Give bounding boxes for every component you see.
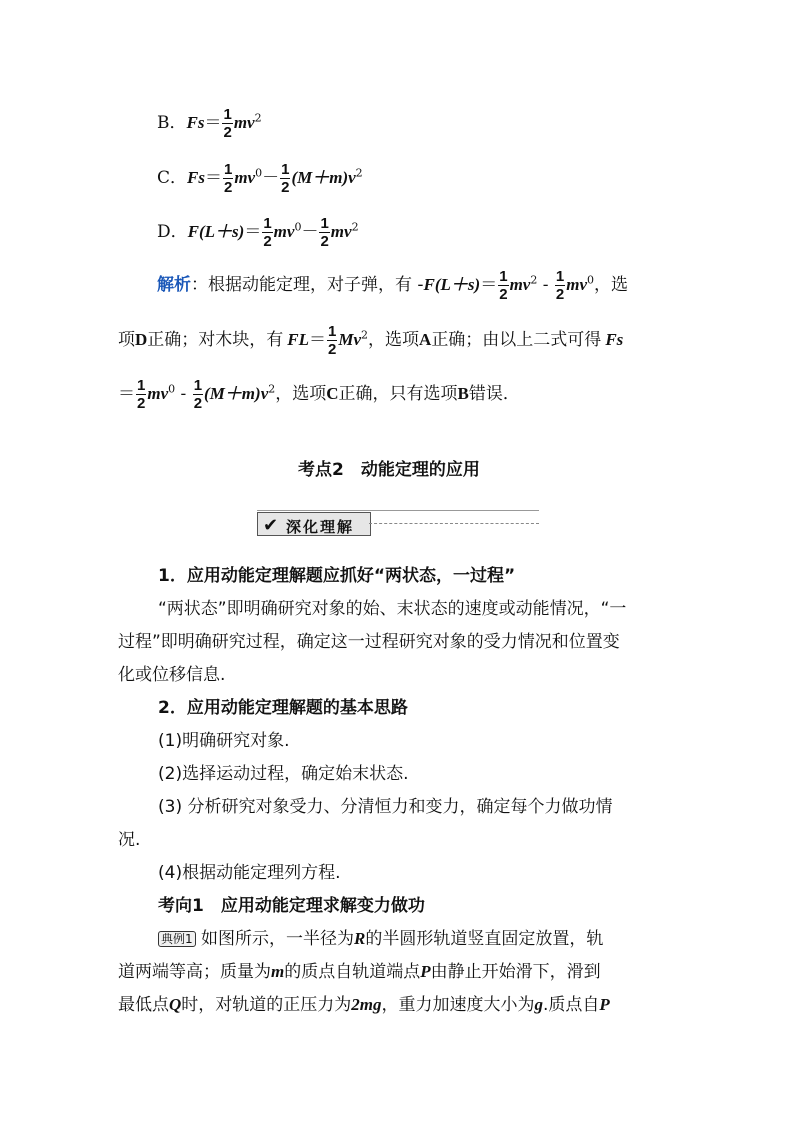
analysis-line-2	[118, 323, 623, 358]
paragraph-line: 过程”即明确研究过程，确定这一过程研究对象的受力情况和位置变	[118, 632, 620, 652]
step-3-cont: 况.	[118, 830, 141, 850]
formula-lhs: F(L＋s)	[187, 222, 245, 241]
analysis-text: ，选项	[275, 384, 327, 404]
paragraph-line: “两状态”即明确研究对象的始、末状态的速度或动能情况，“一	[158, 599, 627, 619]
example-line-2	[118, 960, 601, 984]
example-text: 如图所示，一半径为	[201, 929, 355, 949]
fraction-denominator: 2	[499, 286, 508, 303]
subscript: 0	[255, 166, 263, 180]
variable: P	[420, 962, 431, 981]
colon: ：	[191, 275, 208, 295]
formula-term: mv	[273, 222, 295, 241]
fraction-numerator: 1	[328, 323, 337, 340]
equals-sign: ＝	[480, 275, 498, 295]
analysis-text: ，选项	[368, 330, 420, 350]
fraction-denominator: 2	[328, 341, 337, 358]
fraction-denominator: 2	[281, 179, 290, 196]
option-letter: B	[457, 384, 469, 403]
minus-sign: －	[262, 168, 280, 188]
exponent: 2	[351, 220, 359, 234]
formula-term: F(L＋s)	[423, 275, 481, 294]
option-letter: D	[135, 330, 148, 349]
fraction-denominator: 2	[223, 124, 232, 141]
variable: R	[354, 929, 366, 948]
paragraph-line: 化或位移信息.	[118, 665, 226, 685]
formula-term: mv	[566, 275, 588, 294]
fraction-numerator: 1	[193, 377, 203, 394]
option-b	[157, 106, 262, 141]
equals-sign: ＝	[204, 113, 222, 133]
formula-term: mv	[147, 384, 169, 403]
fraction	[193, 377, 203, 412]
minus-sign: -	[175, 384, 192, 404]
exponent: 2	[361, 328, 369, 342]
step-1: (1)明确研究对象.	[158, 731, 290, 751]
checkmark-icon: ✔	[263, 515, 279, 536]
fraction-numerator: 1	[137, 377, 146, 394]
example-text: 的半圆形轨道竖直固定放置，轨	[365, 929, 604, 949]
section-title: 考点2 动能定理的应用	[298, 460, 480, 480]
analysis-text: 错误．	[468, 384, 520, 404]
subscript: 0	[168, 382, 176, 396]
fraction-denominator: 2	[263, 233, 272, 250]
fraction-denominator: 2	[555, 286, 565, 303]
fraction-numerator: 1	[263, 215, 272, 232]
variable: P	[599, 995, 610, 1014]
example-line-3	[118, 993, 610, 1017]
analysis-label: 解析	[157, 275, 191, 295]
example-text: .质点自	[543, 995, 600, 1015]
option-c	[157, 161, 363, 196]
fraction-numerator: 1	[555, 268, 565, 285]
formula-term: Mv	[338, 330, 362, 349]
minus-sign: -	[537, 275, 554, 295]
direction-1-heading: 考向1 应用动能定理求解变力做功	[158, 896, 425, 916]
banner-dashed-line	[369, 523, 539, 524]
fraction	[223, 161, 233, 196]
exponent: 2	[530, 273, 538, 287]
example-text: ，重力加速度大小为	[381, 995, 535, 1015]
variable: g	[534, 995, 544, 1014]
step-4: (4)根据动能定理列方程.	[158, 863, 341, 883]
analysis-text: 根据动能定理，对子弹，有 -	[208, 275, 424, 295]
analysis-text: 正确；对木块，有	[147, 330, 284, 350]
formula-term: Fs	[605, 330, 624, 349]
fraction-numerator: 1	[499, 268, 508, 285]
banner-text: 深化理解	[286, 518, 355, 536]
fraction-numerator: 1	[223, 161, 233, 178]
fraction-denominator: 2	[137, 395, 146, 412]
analysis-line-1	[157, 268, 628, 303]
fraction-numerator: 1	[223, 106, 232, 123]
fraction-denominator: 2	[223, 179, 233, 196]
formula-term: mv	[330, 222, 352, 241]
example-text: 时，对轨道的正压力为	[181, 995, 352, 1015]
fraction-denominator: 2	[320, 233, 329, 250]
exponent: 2	[254, 111, 262, 125]
option-letter: A	[419, 330, 432, 349]
formula-term: (M＋m)v	[204, 384, 269, 403]
analysis-text: ，选	[594, 275, 629, 295]
example-line-1	[158, 927, 603, 951]
subscript: 0	[294, 220, 302, 234]
formula-term: mv	[234, 168, 256, 187]
fraction	[136, 377, 146, 412]
analysis-text: 正确；由以上二式可得	[431, 330, 602, 350]
banner-box	[257, 512, 371, 536]
equals-sign: ＝	[244, 222, 262, 242]
subscript: 0	[587, 273, 595, 287]
fraction	[222, 106, 232, 141]
analysis-text: 项	[118, 330, 135, 350]
fraction	[280, 161, 290, 196]
formula-lhs: Fs	[186, 113, 205, 132]
minus-sign: －	[301, 222, 319, 242]
fraction	[498, 268, 508, 303]
fraction	[327, 323, 337, 358]
deepen-understanding-banner	[257, 510, 539, 536]
formula-term: mv	[233, 113, 255, 132]
option-label: C．	[157, 168, 188, 188]
formula-term: (M＋m)v	[291, 168, 356, 187]
step-3: (3) 分析研究对象受力、分清恒力和变力，确定每个力做功情	[158, 797, 613, 817]
variable: Q	[169, 995, 182, 1014]
formula-term: mv	[509, 275, 531, 294]
analysis-text: 正确，只有选项	[338, 384, 458, 404]
fraction-denominator: 2	[193, 395, 203, 412]
point-1-heading: 1．应用动能定理解题应抓好“两状态，一过程”	[158, 566, 516, 586]
example-text: 道两端等高；质量为	[118, 962, 271, 982]
fraction	[262, 215, 272, 250]
fraction	[319, 215, 329, 250]
equals-sign: ＝	[309, 330, 327, 350]
formula-term: FL	[287, 330, 310, 349]
example-tag: 典例1	[158, 931, 196, 947]
equals-sign: ＝	[118, 384, 135, 404]
example-text: 最低点	[118, 995, 169, 1015]
step-2: (2)选择运动过程，确定始末状态.	[158, 764, 409, 784]
exponent: 2	[355, 166, 363, 180]
fraction-numerator: 1	[320, 215, 329, 232]
banner-rule	[257, 510, 539, 511]
variable: 2mg	[351, 995, 382, 1014]
exponent: 2	[268, 382, 276, 396]
point-2-heading: 2．应用动能定理解题的基本思路	[158, 698, 408, 718]
formula-lhs: Fs	[187, 168, 205, 187]
analysis-line-3	[118, 377, 520, 412]
fraction-numerator: 1	[281, 161, 290, 178]
example-text: 由静止开始滑下，滑到	[430, 962, 601, 982]
option-label: B．	[157, 113, 187, 133]
example-text: 的质点自轨道端点	[284, 962, 421, 982]
option-d	[157, 215, 359, 250]
option-letter: C	[326, 384, 339, 403]
variable: m	[271, 962, 285, 981]
fraction	[555, 268, 565, 303]
option-label: D．	[157, 222, 188, 242]
equals-sign: ＝	[204, 168, 222, 188]
